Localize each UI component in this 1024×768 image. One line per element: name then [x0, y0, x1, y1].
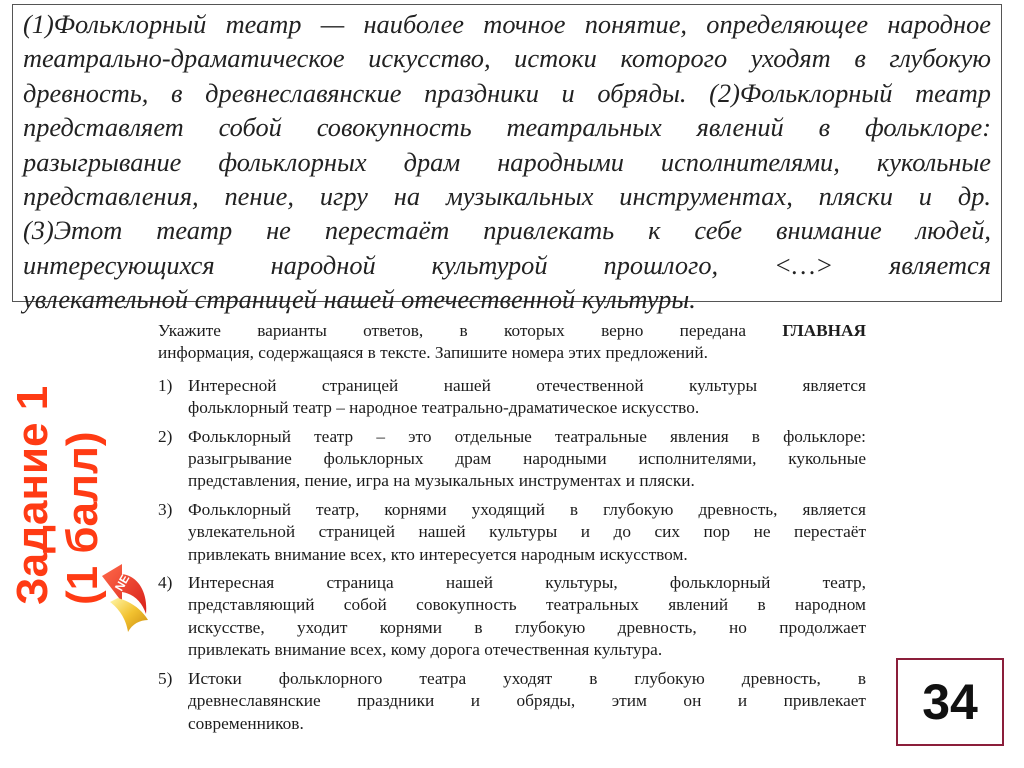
option-number: 5): [158, 668, 173, 688]
option-line: представления, пение, игра на музыкальных инструментах и пляски.: [188, 471, 695, 491]
passage-text: [12, 4, 1002, 315]
option-line: Интересной страницей нашей отечественной культуры является: [188, 375, 866, 395]
new-badge-icon: [88, 562, 152, 634]
option-2: [158, 426, 866, 493]
option-line: увлекательной страницей нашей культуры и до сих пор не перестаёт: [188, 522, 866, 542]
option-line: фольклорный театр – народное театрально-драматическое искусство.: [188, 398, 700, 418]
option-line: Фольклорный театр, корнями уходящий в глубокую древность, является: [188, 499, 866, 519]
option-3: [158, 499, 866, 566]
answer-options: [158, 375, 866, 735]
passage-line: театрально-драматическое искусство, истоки которого уходят в глубокую: [23, 43, 991, 74]
instruction-emphasis: ГЛАВНАЯ: [782, 321, 866, 340]
task-points: (1 балл): [58, 431, 107, 605]
slide-number: 34: [922, 674, 978, 730]
option-line: искусстве, уходит корнями в глубокую древность, но продолжает: [188, 617, 866, 637]
option-line: привлекать внимание всех, кому дорога отечественная культура.: [188, 640, 663, 660]
option-1: [158, 375, 866, 420]
instruction-line-1: Укажите варианты ответов, в которых верно передана ГЛАВНАЯ: [158, 321, 866, 340]
option-number: 2): [158, 426, 173, 446]
passage-line: представления, пение, игру на музыкальных инструментах, пляски и др.: [23, 181, 991, 212]
option-line: Интересная страница нашей культуры, фольклорный театр,: [188, 573, 866, 593]
passage-line: древность, в древнеславянские праздники и обряды. (2)Фольклорный театр: [23, 77, 991, 108]
option-line: Истоки фольклорного театра уходят в глубокую древность, в: [188, 668, 866, 688]
task-title: Задание 1: [8, 385, 57, 605]
option-line: разыгрывание фольклорных драм народными исполнителями, кукольные: [188, 449, 866, 469]
task-content: [158, 320, 866, 741]
option-line: современников.: [188, 713, 304, 733]
passage-line: разыгрывание фольклорных драм народными исполнителями, кукольные: [23, 146, 991, 177]
passage-line: интересующихся народной культурой прошлого, <…> является: [23, 249, 991, 280]
option-4: [158, 572, 866, 662]
instruction: [158, 320, 866, 365]
option-number: 3): [158, 499, 173, 519]
passage-line: увлекательной страницей нашей отечественной культуры.: [23, 284, 696, 315]
option-number: 1): [158, 375, 173, 395]
new-badge-text: NEW: [111, 562, 139, 594]
option-line: привлекать внимание всех, кто интересуется народным искусством.: [188, 544, 688, 564]
instruction-line-2: информация, содержащаяся в тексте. Запишите номера этих предложений.: [158, 343, 708, 363]
passage-line: (1)Фольклорный театр — наиболее точное понятие, определяющее народное: [23, 9, 991, 39]
option-line: представляющий собой совокупность театральных явлений в народном: [188, 595, 866, 615]
option-5: [158, 668, 866, 735]
option-line: Фольклорный театр – это отдельные театральные явления в фольклоре:: [188, 426, 866, 446]
passage-line: представляет собой совокупность театральных явлений в фольклоре:: [23, 112, 991, 143]
option-line: древнеславянские праздники и обряды, этим он и привлекает: [188, 691, 866, 711]
slide-number-box: [896, 658, 1004, 746]
passage-line: (3)Этот театр не перестаёт привлекать к себе внимание людей,: [23, 215, 991, 246]
option-number: 4): [158, 573, 173, 593]
